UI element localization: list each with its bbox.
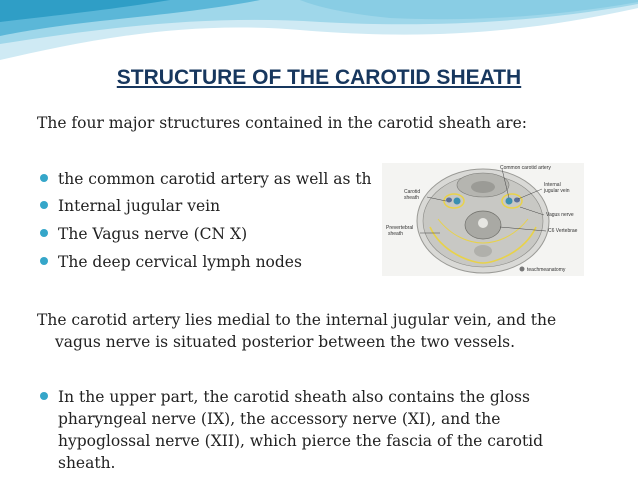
list-item-text: In the upper part, the carotid sheath also contains the gloss	[58, 388, 530, 406]
bullet-icon	[40, 257, 48, 265]
list-item	[40, 251, 302, 273]
label-c6-vertebrae: C6 Vertebrae	[548, 228, 578, 234]
list-item	[40, 195, 220, 217]
list-item-continuation: sheath.	[58, 454, 116, 472]
label-vagus-nerve: Vagus nerve	[546, 212, 574, 218]
list-item-text: Internal jugular vein	[58, 197, 221, 215]
label-carotid-sheath-2: sheath	[404, 195, 420, 201]
bullet-icon	[40, 229, 48, 237]
paragraph-line: vagus nerve is situated posterior between the two vessels.	[55, 333, 516, 351]
image-credit: teachmeanatomy	[527, 267, 566, 273]
label-carotid-sheath-1: Carotid	[404, 189, 421, 195]
header-wave-decoration	[0, 0, 638, 70]
label-internal-jugular-2: jugular vein	[544, 188, 570, 194]
list-item-continuation: pharyngeal nerve (IX), the accessory nerve (XI), and the	[58, 410, 501, 428]
intro-text: The four major structures contained in the carotid sheath are:	[37, 114, 527, 132]
label-prevertebral-2: sheath	[388, 231, 404, 237]
list-item	[40, 168, 372, 190]
label-prevertebral-1: Prevertebral	[386, 225, 414, 231]
label-common-carotid: Common carotid artery	[500, 165, 551, 171]
bullet-icon	[40, 392, 48, 400]
list-item-continuation: hypoglossal nerve (XII), which pierce the fascia of the carotid	[58, 432, 544, 450]
label-internal-jugular-1: Internal	[544, 182, 561, 188]
carotid-sheath-cross-section-image	[382, 163, 584, 276]
bullet-icon	[40, 174, 48, 182]
paragraph-line: The carotid artery lies medial to the internal jugular vein, and the	[37, 311, 557, 329]
slide-title: STRUCTURE OF THE CAROTID SHEATH	[116, 66, 522, 89]
list-item-text: The deep cervical lymph nodes	[58, 253, 302, 271]
list-item-text: the common carotid artery as well as th	[58, 170, 372, 188]
bullet-icon	[40, 201, 48, 209]
list-item	[40, 386, 530, 408]
list-item	[40, 223, 247, 245]
neck-cross-section-illustration	[382, 163, 584, 276]
list-item-text: The Vagus nerve (CN X)	[58, 225, 248, 243]
